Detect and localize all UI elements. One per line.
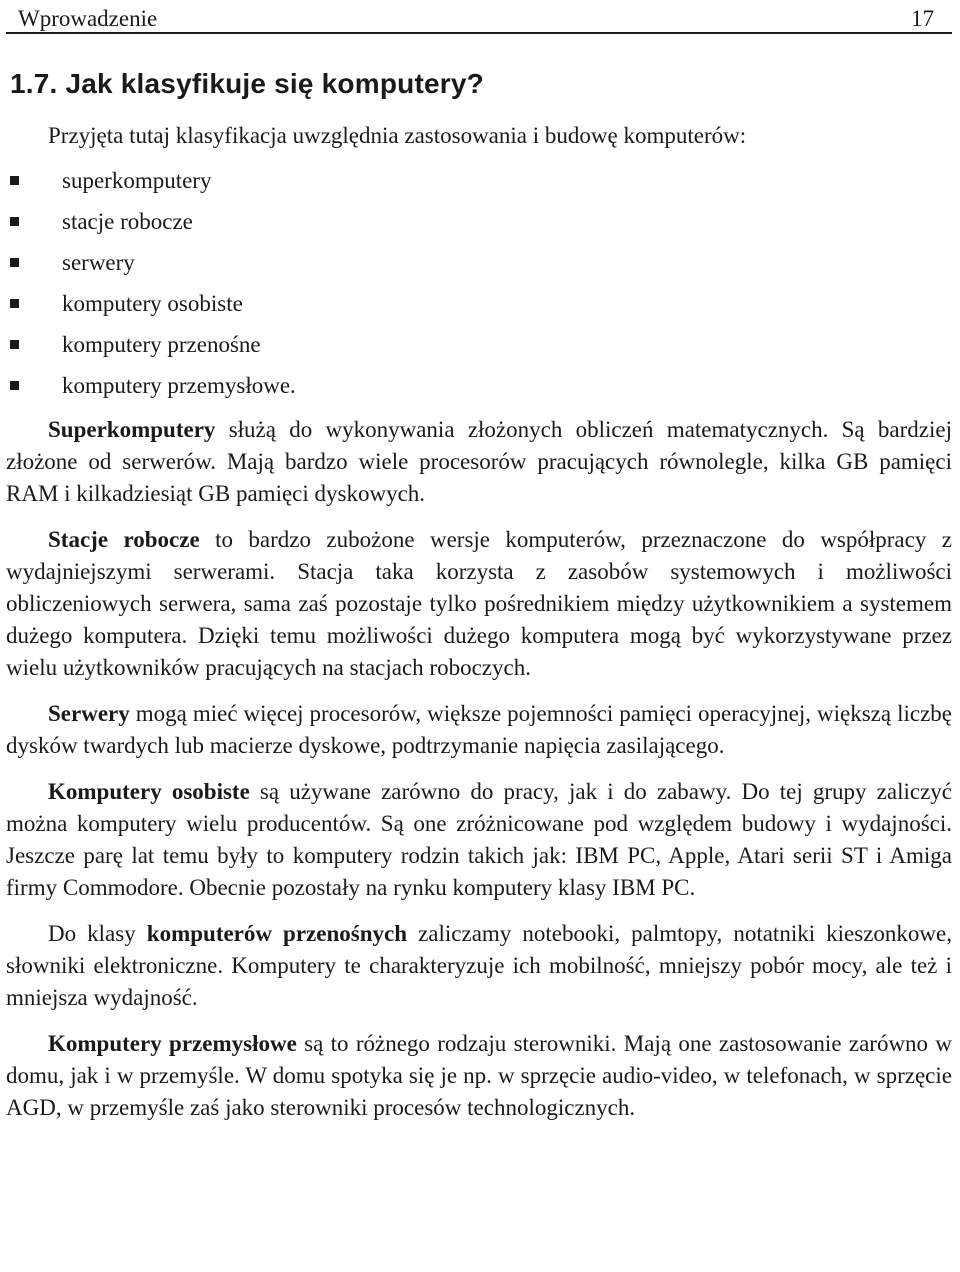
term-serwery: Serwery [48,701,130,726]
term-komputery-osobiste: Komputery osobiste [48,779,250,804]
intro-paragraph: Przyjęta tutaj klasyfikacja uwzględnia zastosowania i budowę komputerów: [48,123,747,148]
list-item: serwery [6,242,952,283]
classification-list [6,160,952,406]
paragraph-komputery-przemyslowe: Komputery przemysłowe są to różnego rodzaju sterowniki. Mają one zastosowanie zarówno w domu, jak i w przemyśle. W domu spotyka się je np. w sprzęcie audio-video, w telefonach, w sprzęcie AGD, w przemyśle zaś jako sterowniki procesów technologicznych. [6,1031,953,1120]
list-item: komputery przemysłowe. [6,365,952,406]
document-page [6,0,952,1124]
term-stacje-robocze: Stacje robocze [48,527,200,552]
square-bullet-icon [10,340,19,349]
square-bullet-icon [10,381,19,390]
list-item: komputery przenośne [6,324,952,365]
paragraph-komputery-przenosne: Do klasy komputerów przenośnych zaliczamy notebooki, palmtopy, notatniki kieszonkowe, słowniki elektroniczne. Komputery te charakteryzuje ich mobilność, mniejszy pobór mocy, ale też i mniejsza wydajność. [6,921,952,1010]
paragraph-serwery: Serwery mogą mieć więcej procesorów, większe pojemności pamięci operacyjnej, większą liczbę dysków twardych lub macierze dyskowe, podtrzymanie napięcia zasilającego. [6,701,952,758]
paragraph-superkomputery: Superkomputery służą do wykonywania złożonych obliczeń matematycznych. Są bardziej złożone od serwerów. Mają bardzo wiele procesorów pracujących równolegle, kilka GB pamięci RAM i kilkadziesiąt GB pamięci dyskowych. [6,417,952,506]
list-item: stacje robocze [6,201,952,242]
term-komputery-przemyslowe: Komputery przemysłowe [48,1031,297,1056]
running-header [6,0,952,34]
list-item: superkomputery [6,160,952,201]
square-bullet-icon [10,299,19,308]
paragraph-stacje-robocze: Stacje robocze to bardzo zubożone wersje komputerów, przeznaczone do współpracy z wydajniejszymi serwerami. Stacja taka korzysta z zasobów systemowych i możliwości obliczeniowych serwera, sama zaś pozostaje tylko pośrednikiem między użytkownikiem a systemem dużego komputera. Dzięki temu możliwości dużego komputera mogą być wykorzystywane przez wielu użytkowników pracujących na stacjach roboczych. [6,527,952,680]
term-superkomputery: Superkomputery [48,417,216,442]
section-title: 1.7. Jak klasyfikuje się komputery? [10,68,484,99]
square-bullet-icon [10,217,19,226]
paragraph-komputery-osobiste: Komputery osobiste są używane zarówno do pracy, jak i do zabawy. Do tej grupy zaliczyć można komputery wielu producentów. Są one zróżnicowane pod względem budowy i wydajności. Jeszcze parę lat temu były to komputery rodzin takich jak: IBM PC, Apple, Atari serii ST i Amiga firmy Commodore. Obecnie pozostały na rynku komputery klasy IBM PC. [6,779,952,900]
term-komputery-przenosne: komputerów przenośnych [146,921,408,946]
page-number: 17 [911,6,934,31]
list-item: komputery osobiste [6,283,952,324]
square-bullet-icon [10,176,19,185]
chapter-name: Wprowadzenie [18,6,158,31]
square-bullet-icon [10,258,19,267]
